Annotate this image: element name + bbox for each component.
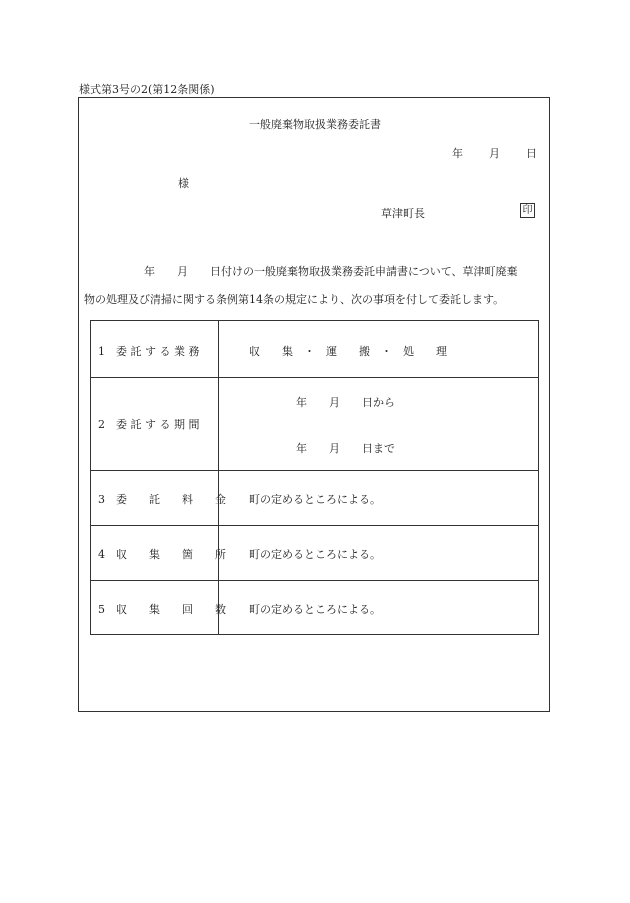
row-label: 1 委 託 す る 業 務 (98, 345, 200, 358)
table-row (91, 470, 538, 525)
row-value: 町の定めるところによる。 (249, 548, 381, 561)
period-to: 年 月 日まで (296, 442, 395, 455)
table-row (91, 525, 538, 580)
table-row (91, 377, 538, 470)
seal-mark: 印 (520, 203, 535, 218)
commission-table (90, 320, 539, 635)
issuer-name: 草津町長 (381, 207, 425, 220)
period-from: 年 月 日から (296, 396, 395, 409)
body-line-2: 物の処理及び清掃に関する条例第14条の規定により、次の事項を付して委託します。 (84, 293, 505, 306)
row-value: 収 集 ・ 運 搬 ・ 処 理 (249, 345, 447, 358)
row-label: 3 委 託 料 金 (98, 493, 226, 506)
date-day: 日 (526, 147, 537, 160)
form-number: 様式第3号の2(第12条関係) (79, 83, 215, 96)
date-year: 年 (452, 147, 463, 160)
body-line-1: 年 月 日付けの一般廃棄物取扱業務委託申請書について、草津町廃棄 (144, 265, 518, 278)
body-paragraph (84, 258, 546, 314)
row-label: 2 委 託 す る 期 間 (98, 418, 200, 431)
row-value: 町の定めるところによる。 (249, 603, 381, 616)
row-label: 4 収 集 箇 所 (98, 548, 226, 561)
addressee-suffix: 様 (178, 177, 189, 190)
row-label: 5 収 集 回 数 (98, 603, 226, 616)
table-row (91, 321, 538, 377)
date-line (452, 145, 537, 161)
date-month: 月 (489, 147, 500, 160)
row-value: 町の定めるところによる。 (249, 493, 381, 506)
table-row (91, 580, 538, 634)
document-title: 一般廃棄物取扱業務委託書 (249, 118, 381, 131)
